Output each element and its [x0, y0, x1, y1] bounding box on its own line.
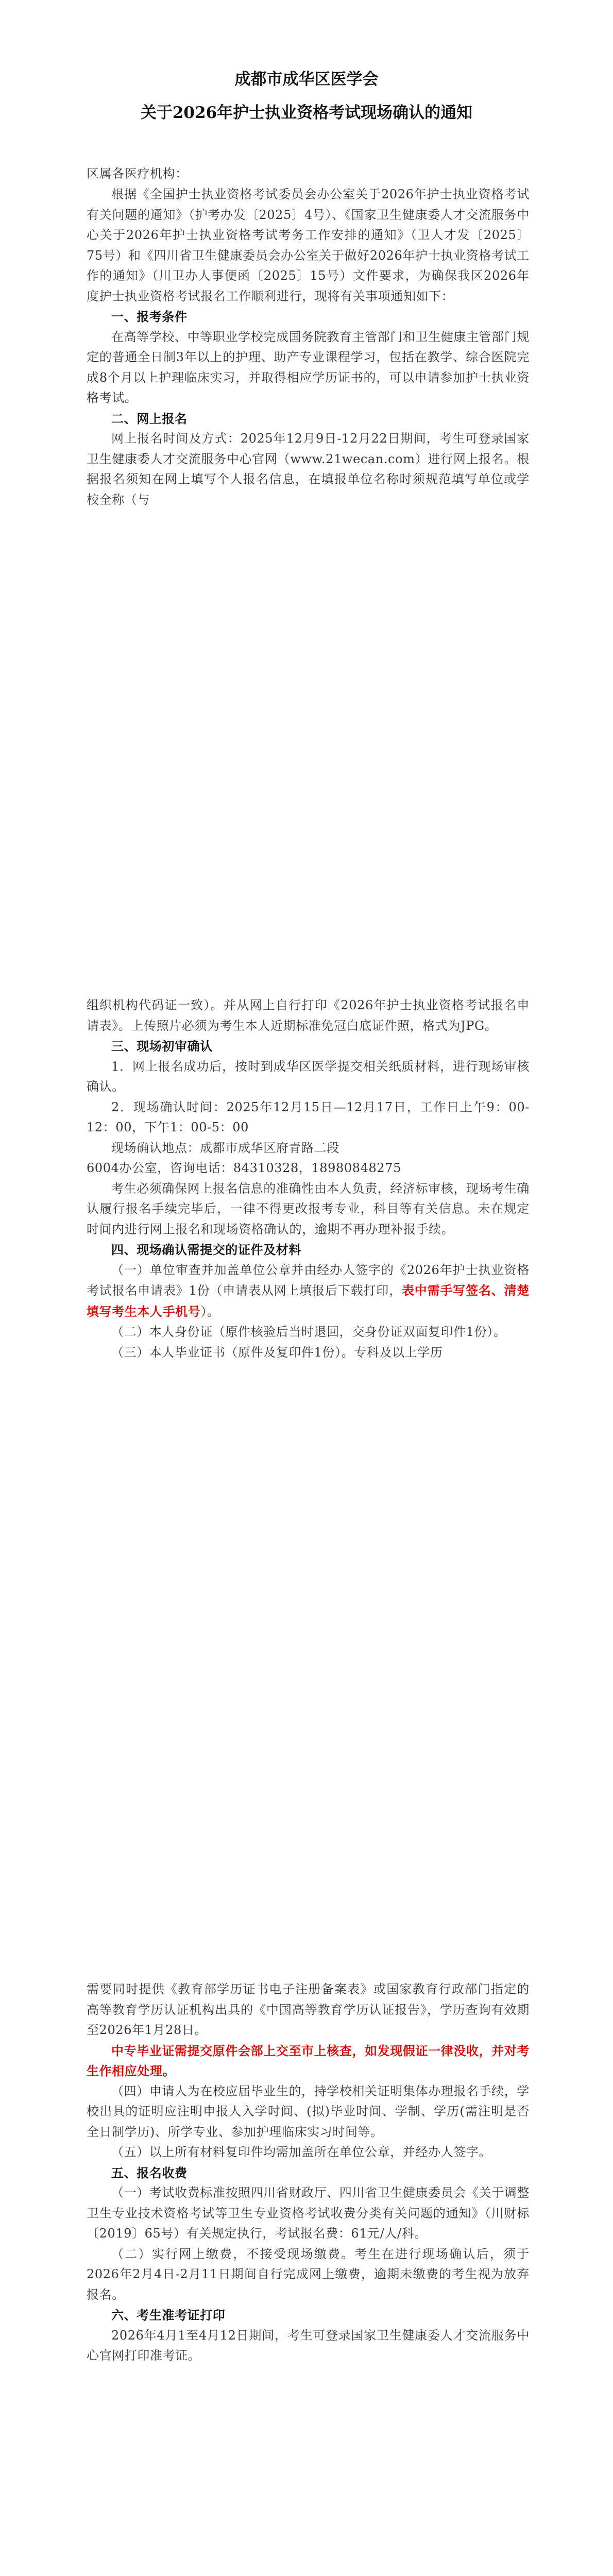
section-4-item-2: （二）本人身份证（原件核验后当时退回，交身份证双面复印件1份）。: [111, 1325, 506, 1339]
section-3-location: 现场确认地点：成都市成华区府青路二段: [111, 1140, 339, 1155]
intro-paragraph: 根据《全国护士执业资格考试委员会办公室关于2026年护士执业资格考试有关问题的通知》（护考办发〔2025〕4号）、《国家卫生健康委人才交流服务中心关于2026年护士执业资格考试考务工作安排的通知》（卫人才发〔2025〕75号）和《四川省卫生健康委员会办公室关于做好2026年护士执业资格考试工作的通知》（川卫办人事便函〔2025〕15号）文件要求，为确保我区2026年度护士执业资格考试报名工作顺利进行，现将有关事项通知如下：: [87, 187, 530, 303]
section-6-body: 2026年4月1至4月12日期间，考生可登录国家卫生健康委人才交流服务中心官网打印准考证。: [87, 2328, 530, 2363]
section-4-item-5: （五）以上所有材料复印件均需加盖所在单位公章，并经办人签字。: [111, 2145, 491, 2159]
section-4-item-3: （三）本人毕业证书（原件及复印件1份）。专科及以上学历: [111, 1345, 443, 1360]
section-2-title: 二、网上报名: [111, 411, 188, 426]
section-4-title: 四、现场确认需提交的证件及材料: [111, 1242, 301, 1257]
section-3-item-2: 2．现场确认时间：2025年12月15日—12月17日，工作日上午9：00-12：00，下午1：00-5：00: [87, 1099, 530, 1134]
section-2-body-part2: 组织机构代码证一致）。并从网上自行打印《2026年护士执业资格考试报名申请表》。上传照片必须为考生本人近期标准免冠白底证件照，格式为JPG。: [87, 998, 530, 1033]
intro-block: [87, 184, 530, 510]
section-2-continued: [87, 995, 530, 1363]
section-4-item-4: （四）申请人为在校应届毕业生的，持学校相关证明集体办理报名手续，学校出具的证明应注明申报人入学时间、(拟)毕业时间、学制、学历(需注明是否全日制学历)、所学专业、参加护理临床实习时间等。: [87, 2083, 530, 2139]
notice-title: 关于2026年护士执业资格考试现场确认的通知: [140, 104, 473, 122]
section-2-body-part1: 网上报名时间及方式：2025年12月9日-12月22日期间，考生可登录国家卫生健康委人才交流服务中心官网（www.21wecan.com）进行网上报名。根据报名须知在网上填写个人报名信息，在填报单位名称时须规范填写单位或学校全称（与: [87, 431, 530, 507]
section-4-item-1-end: ）。: [200, 1304, 220, 1319]
section-5-item-2: （二）实行网上缴费，不接受现场缴费。考生在进行现场确认后，须于2026年2月4日-2月11日期间自行完成网上缴费，逾期未缴费的考生视为放弃报名。: [87, 2246, 530, 2302]
section-4-continued: [87, 1979, 530, 2366]
blank-gap-1: [87, 757, 530, 994]
section-4-red-warning: 中专毕业证需提交原件会部上交至市上核查，如发现假证一律没收，并对考生作相应处理。: [87, 2043, 530, 2078]
section-5-item-1: （一）考试收费标准按照四川省财政厅、四川省卫生健康委员会《关于调整卫生专业技术资格考试等卫生专业资格考试收费分类有关问题的通知》（川财标〔2019〕65号）有关规定执行，考试报名费：61元/人/科。: [87, 2185, 530, 2241]
org-title: 成都市成华区医学会: [234, 70, 379, 89]
section-6-title: 六、考生准考证打印: [111, 2308, 226, 2323]
section-3-contact: 6004办公室，咨询电话：84310328，18980848275: [87, 1161, 401, 1175]
blank-gap-2: [87, 1443, 530, 1968]
section-4-item-1-red: 表中需手写签名、清楚填写考生本人手机号: [87, 1283, 530, 1319]
section-3-item-3: 考生必须确保网上报名信息的准确性由本人负责，经济标审核，现场考生确认履行报名手续完毕后，一律不得更改报考专业，科目等有关信息。未在规定时间内进行网上报名和现场资格确认的，逾期不再办理补报手续。: [87, 1181, 530, 1236]
section-1-body: 在高等学校、中等职业学校完成国务院教育主管部门和卫生健康主管部门规定的普通全日制3年以上的护理、助产专业课程学习，包括在教学、综合医院完成8个月以上护理临床实习，并取得相应学历证书的，可以申请参加护士执业资格考试。: [87, 329, 530, 405]
section-4-item-1: [87, 1260, 530, 1323]
addressee: 区属各医疗机构：: [87, 166, 188, 181]
section-1-title: 一、报考条件: [111, 309, 188, 324]
section-3-item-1: 1．网上报名成功后，按时到成华区医学提交相关纸质材料，进行现场审核确认。: [87, 1059, 530, 1094]
section-3-title: 三、现场初审确认: [111, 1039, 213, 1054]
section-5-title: 五、报名收费: [111, 2165, 188, 2180]
section-4-item-1-text: （一）单位审查并加盖单位公章并由经办人签字的《2026年护士执业资格考试报名申请表》1份（申请表从网上填报后下载打印，: [87, 1262, 530, 1298]
section-4-item-3-continued: 需要同时提供《教育部学历证书电子注册备案表》或国家教育行政部门指定的高等教育学历认证机构出具的《中国高等教育学历认证报告》，学历查询有效期至2026年1月28日。: [87, 1982, 530, 2037]
